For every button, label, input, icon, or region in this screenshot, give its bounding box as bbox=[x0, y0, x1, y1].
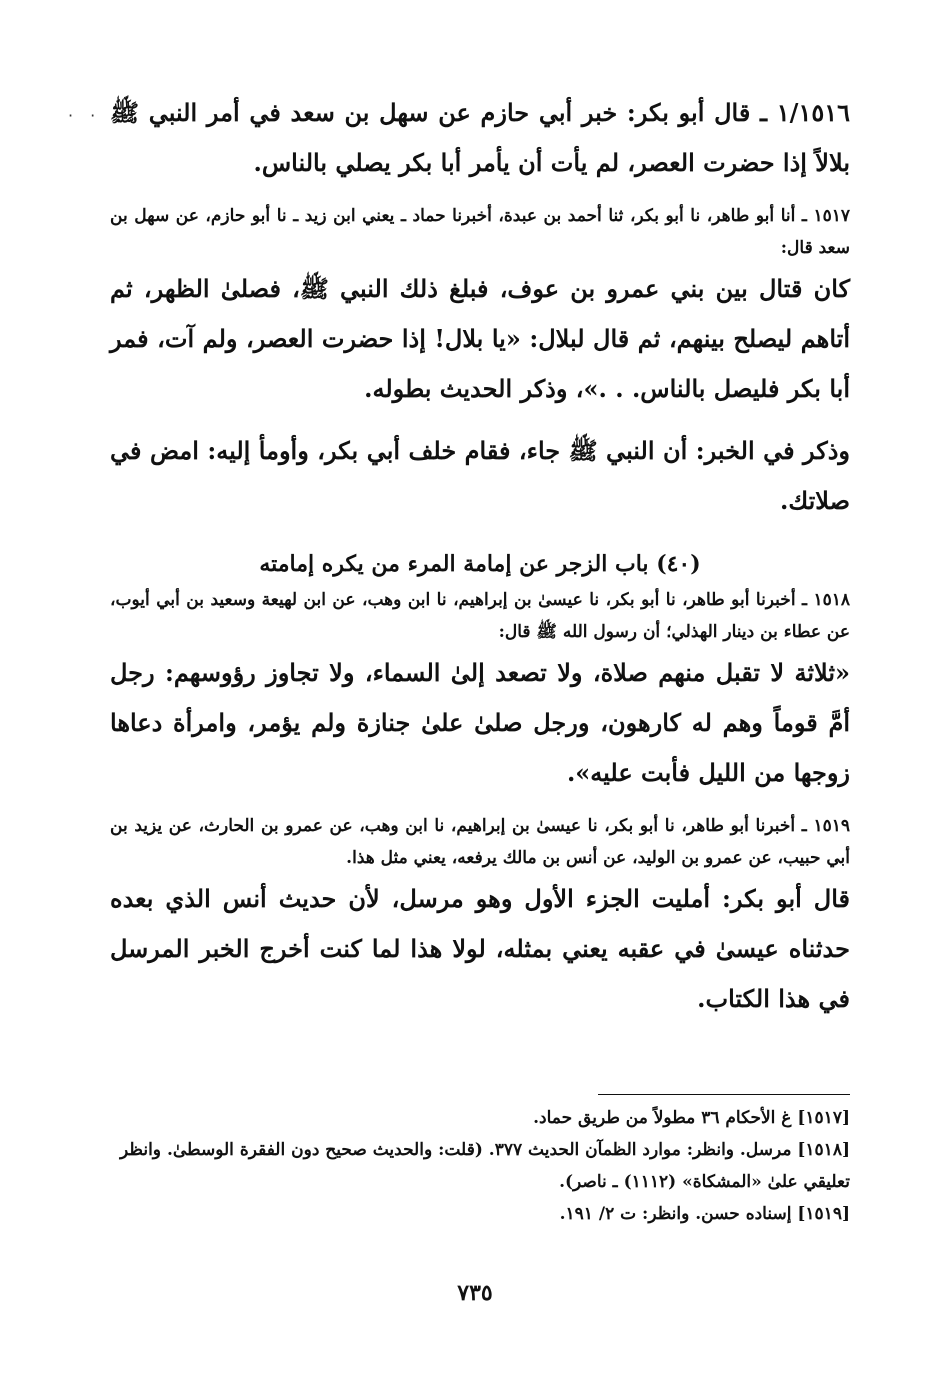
page-number: ٧٣٥ bbox=[457, 1280, 493, 1306]
footnote-1517: [١٥١٧] غ الأحكام ٣٦ مطولاً من طريق حماد. bbox=[533, 1108, 850, 1128]
footnote-separator bbox=[598, 1094, 850, 1095]
hadith-1516: ١/١٥١٦ ـ قال أبو بكر: خبر أبي حازم عن سهل بن سعد في أمر النبي ﷺ بلالاً إذا حضرت العصر، لم يأت أن يأمر أبا بكر يصلي بالناس. bbox=[110, 98, 850, 177]
footnotes bbox=[110, 1102, 850, 1230]
chapter-heading: (٤٠) باب الزجر عن إمامة المرء من يكره إمامته bbox=[259, 551, 701, 577]
footnote-1519: [١٥١٩] إسناده حسن. وانظر: ت ٢/ ١٩١. bbox=[559, 1204, 850, 1224]
hadith-1517-isnad: ١٥١٧ ـ أنا أبو طاهر، نا أبو بكر، ثنا أحمد بن عبدة، أخبرنا حماد ـ يعني ابن زيد ـ نا أبو حازم، عن سهل بن سعد قال: bbox=[110, 206, 850, 258]
hadith-1518-matn: «ثلاثة لا تقبل منهم صلاة، ولا تصعد إلىٰ السماء، ولا تجاوز رؤوسهم: رجل أمَّ قوماً وهم له كارهون، ورجل صلىٰ علىٰ جنازة ولم يؤمر، وامرأة دعاها زوجها من الليل فأبت عليه». bbox=[110, 658, 850, 787]
main-text bbox=[110, 88, 850, 1024]
hadith-1519-isnad: ١٥١٩ ـ أخبرنا أبو طاهر، نا أبو بكر، نا عيسىٰ بن إبراهيم، نا ابن وهب، عن عمرو بن الحارث، عن يزيد بن أبي حبيب، عن عمرو بن الوليد، عن أنس بن مالك يرفعه، يعني مثل هذا. bbox=[110, 816, 850, 868]
hadith-1518-isnad: ١٥١٨ ـ أخبرنا أبو طاهر، نا أبو بكر، نا عيسىٰ بن إبراهيم، نا ابن وهب، عن ابن لهيعة وسعيد بن أبي أيوب، عن عطاء بن دينار الهذلي؛ أن رسول الله ﷺ قال: bbox=[110, 590, 850, 642]
hadith-1517-matn: كان قتال بين بني عمرو بن عوف، فبلغ ذلك النبي ﷺ، فصلىٰ الظهر، ثم أتاهم ليصلح بينهم، ثم قال لبلال: «يا بلال! إذا حضرت العصر، ولم آت، فمر أبا بكر فليصل بالناس. . .»، وذكر الحديث بطوله. bbox=[110, 274, 850, 403]
author-comment: قال أبو بكر: أمليت الجزء الأول وهو مرسل، لأن حديث أنس الذي بعده حدثناه عيسىٰ في عقبه يعني بمثله، لولا هذا لما كنت أخرج الخبر المرسل في هذا الكتاب. bbox=[110, 884, 850, 1013]
margin-mark: · · bbox=[68, 106, 102, 125]
footnote-1518: [١٥١٨] مرسل. وانظر: موارد الظمآن الحديث ٣٧٧. (قلت: والحديث صحيح دون الفقرة الوسطىٰ. وانظر تعليقي علىٰ «المشكاة» (١١١٢) ـ ناصر). bbox=[120, 1140, 850, 1192]
hadith-1517-extra: وذكر في الخبر: أن النبي ﷺ جاء، فقام خلف أبي بكر، وأومأ إليه: امض في صلاتك. bbox=[110, 436, 850, 515]
